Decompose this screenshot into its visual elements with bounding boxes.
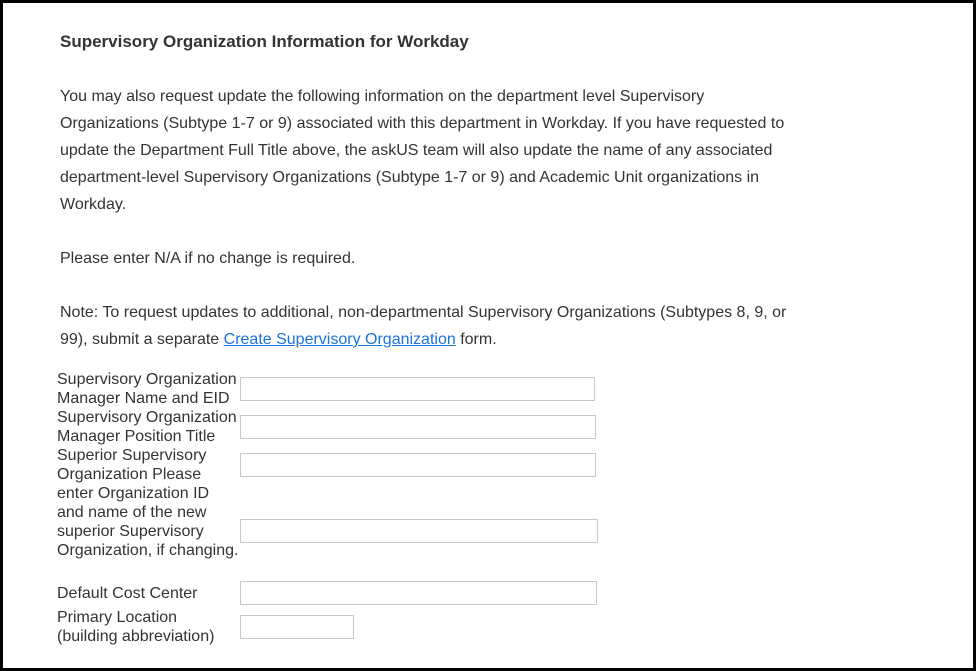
- superior-org-input[interactable]: [240, 453, 596, 477]
- primary-location-input[interactable]: [240, 615, 354, 639]
- section-title: Supervisory Organization Information for Workday: [60, 32, 469, 51]
- note-paragraph: [60, 299, 800, 353]
- manager-name-eid-input[interactable]: [240, 377, 595, 401]
- note-text-end: form.: [455, 331, 497, 348]
- note-text: Note: To request updates to additional, non-departmental Supervisory Organizations (Subtypes 8, 9, or 99), submit a separate: [60, 304, 787, 348]
- primary-location-label: Primary Location (building abbreviation): [57, 609, 215, 645]
- superior-org-id-input[interactable]: [240, 519, 598, 543]
- create-supervisory-organization-link[interactable]: Create Supervisory Organization: [223, 331, 456, 348]
- na-instruction: Please enter N/A if no change is required.: [60, 250, 356, 267]
- default-cost-center-input[interactable]: [240, 581, 597, 605]
- manager-position-title-label: Supervisory Organization Manager Position Title: [57, 409, 237, 445]
- intro-paragraph: You may also request update the following information on the department level Supervisory Organizations (Subtype 1-7 or 9) associated with this department in Workday. If you have requested to update the Department Full Title above, the askUS team will also update the name of any associated department-level Supervisory Organizations (Subtype 1-7 or 9) and Academic Unit organizations in Workday.: [60, 88, 785, 213]
- superior-org-label: Superior Supervisory Organization Please enter Organization ID and name of the new superior Supervisory Organization, if changing.: [57, 447, 239, 559]
- default-cost-center-label: Default Cost Center: [57, 585, 198, 602]
- manager-position-title-input[interactable]: [240, 415, 596, 439]
- form-section: [60, 31, 800, 348]
- manager-name-eid-label: Supervisory Organization Manager Name and EID: [57, 371, 237, 407]
